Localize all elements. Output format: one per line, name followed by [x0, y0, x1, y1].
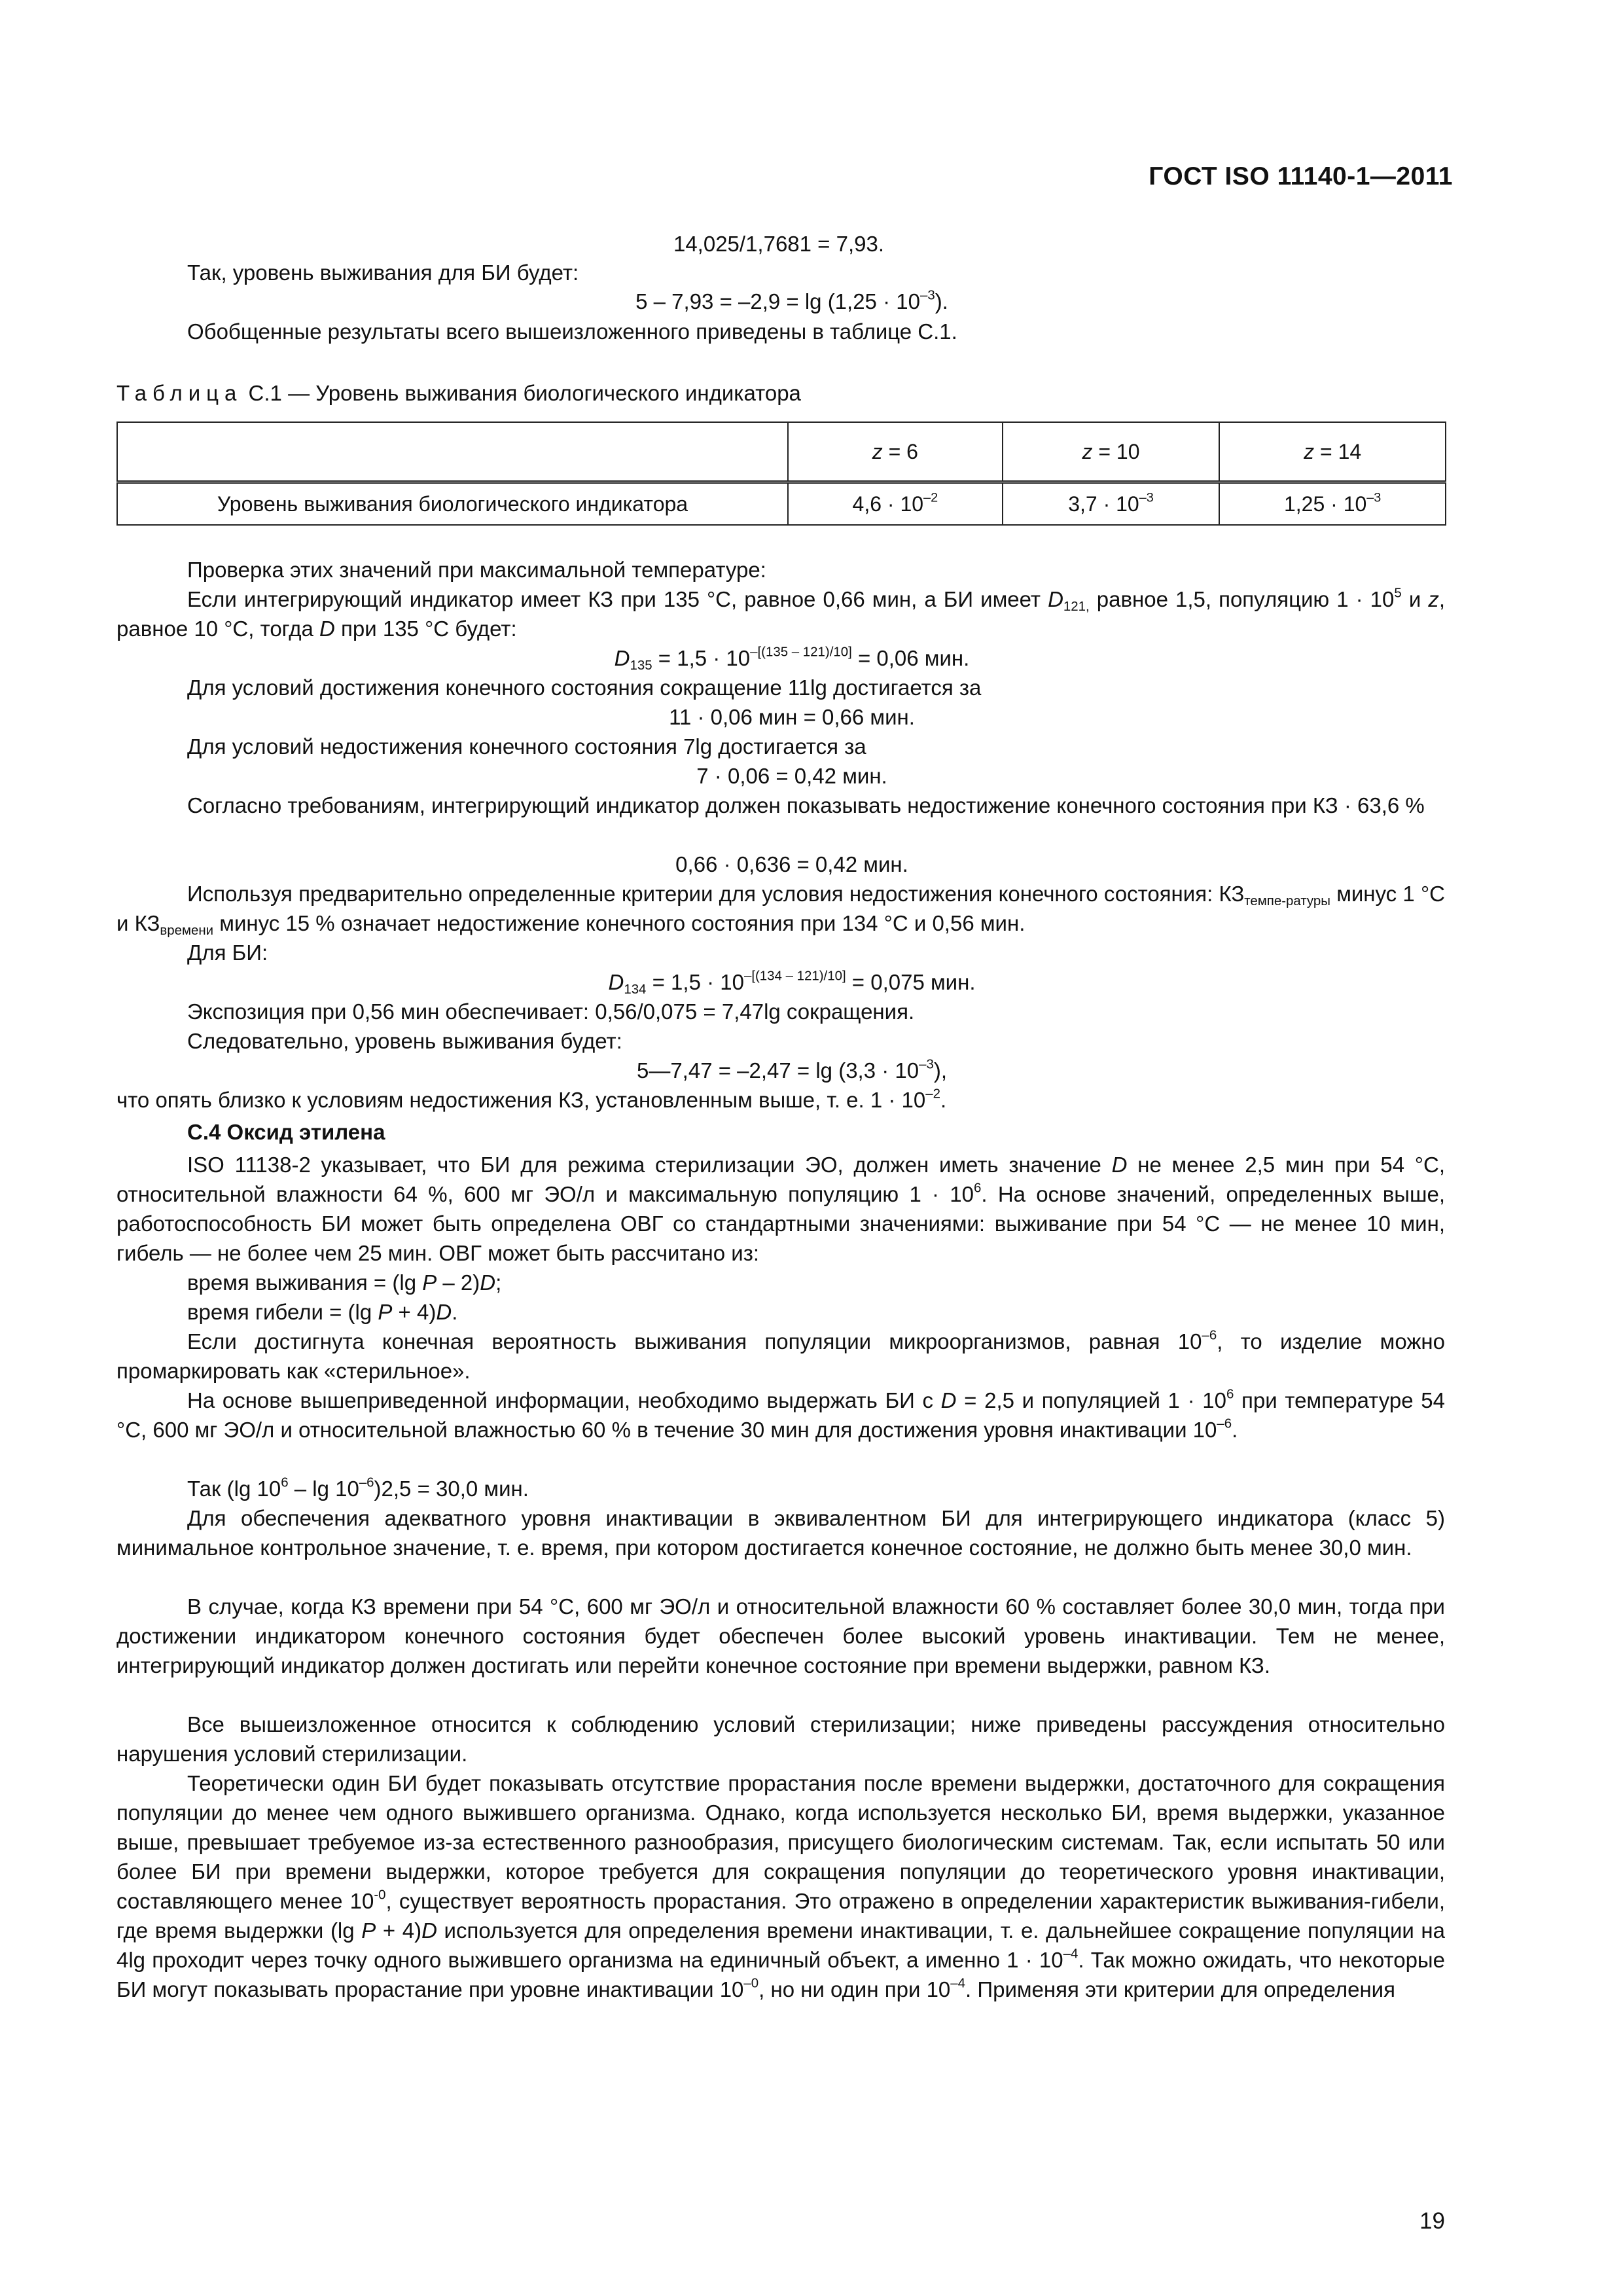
- formula: 11 · 0,06 мин = 0,66 мин.: [669, 705, 915, 729]
- table-header-cell: z = 6: [788, 422, 1003, 482]
- table-cell: $3,7 \cdot 10^{-3}$: [1003, 482, 1220, 526]
- paragraph: Следовательно, уровень выживания будет:: [187, 1029, 622, 1053]
- paragraph: Если достигнута конечная вероятность выживания популяции микроорганизмов, равная $10^{-6}$, то изделие можно промаркировать как «стерильное».: [116, 1327, 1445, 1383]
- table-cell: $1,25 \cdot 10^{-3}$: [1219, 482, 1446, 526]
- page-number: 19: [1419, 2208, 1445, 2234]
- formula: $D_{135} = 1,5 \cdot 10^{-[(135 - 121)/10]} = 0,06$ мин.: [614, 644, 970, 673]
- table-row-label: Уровень выживания биологического индикатора: [117, 482, 788, 526]
- table-header-empty: [117, 422, 788, 482]
- table-header-cell: z = 10: [1003, 422, 1220, 482]
- paragraph: Для БИ:: [187, 941, 268, 965]
- formula: время гибели = (lg P + 4)D.: [187, 1300, 458, 1324]
- formula: $5 - 7,93 = -2,9 = \lg (1,25 \cdot 10^{-3})$.: [635, 287, 948, 314]
- calc-line: 14,025/1,7681 = 7,93.: [673, 232, 885, 256]
- formula: время выживания = (lg P – 2)D;: [187, 1270, 502, 1295]
- paragraph: Для условий недостижения конечного состояния 7lg достигается за: [187, 734, 866, 759]
- paragraph: Так, уровень выживания для БИ будет:: [187, 260, 579, 285]
- survival-table: [116, 422, 1446, 526]
- paragraph: Обобщенные результаты всего вышеизложенного приведены в таблице С.1.: [187, 319, 957, 344]
- paragraph: Для условий достижения конечного состояния сокращение 11lg достигается за: [187, 675, 982, 700]
- document-header: ГОСТ ISO 11140-1—2011: [1149, 162, 1453, 190]
- formula: Так (lg $10^6 - \lg 10^{-6})2,5 = 30,0$ мин.: [187, 1475, 529, 1501]
- table-row: [117, 482, 1446, 526]
- paragraph: Все вышеизложенное относится к соблюдению условий стерилизации; ниже приведены рассуждения относительно нарушения условий стерилизации.: [116, 1712, 1445, 1766]
- formula: 0,66 · 0,636 = 0,42 мин.: [675, 852, 908, 876]
- paragraph: На основе вышеприведенной информации, необходимо выдержать БИ с D = 2,5 и популяцией $1 \cdot 10^6$ при температуре 54 °С, 600 мг ЭО/л и относительной влажностью 60 % в течение 30 мин для достижения уровня инактивации $10^{-6}$.: [116, 1386, 1446, 1442]
- table-caption: Таблица С.1 — Уровень выживания биологического индикатора: [116, 381, 801, 405]
- formula: 5—7,47 = $-2,47 = \lg (3,3 \cdot 10^{-3})$,: [636, 1056, 948, 1083]
- paragraph: Проверка этих значений при максимальной температуре:: [187, 558, 766, 582]
- table-header-row: [117, 422, 1446, 482]
- paragraph: что опять близко к условиям недостижения КЗ, установленным выше, т. е. $1 \cdot 10^{-2}$.: [116, 1086, 947, 1112]
- formula: $D_{134} = 1,5 \cdot 10^{-[(134 - 121)/10]} = 0,075$ мин.: [608, 968, 976, 997]
- paragraph: Экспозиция при 0,56 мин обеспечивает: 0,56/0,075 = 7,47lg сокращения.: [187, 999, 915, 1024]
- paragraph: Теоретически один БИ будет показывать отсутствие прорастания после времени выдержки, достаточного для сокращения популяции до менее чем одного выжившего организма. Однако, когда используется несколько БИ, время выдержки, указанное выше, превышает требуемое из-за естественного разнообразия, присущего биологическим системам. Так, если испытать 50 или более БИ при времени выдержки, которое требуется для сокращения популяции до теоретического уровня инактивации, составляющего менее $10^{-0}$, существует вероятность прорастания. Это отражено в определении характеристик выживания-гибели, где время выдержки (lg P + 4)D используется для определения времени инактивации, т. е. дальнейшее сокращение популяции на 4lg проходит через точку одного выжившего организма на единичный объект, а именно $1 \cdot 10^{-4}$. Так можно ожидать, что некоторые БИ могут показывать прорастание при уровне инактивации $10^{-0}$, но ни один при $10^{-4}$. Применяя эти критерии для определения: [116, 1771, 1446, 2001]
- paragraph: Используя предварительно определенные критерии для условия недостижения конечного состояния: $КЗ_{темпе-ратуры}$ минус 1 °С и $КЗ_{времени}$ минус 15 % означает недостижение конечного состояния при 134 °С и 0,56 мин.: [116, 882, 1445, 939]
- paragraph: В случае, когда КЗ времени при 54 °С, 600 мг ЭО/л и относительной влажности 60 % составляет более 30,0 мин, тогда при достижении индикатором конечного состояния будет обеспечен более высокий уровень инактивации. Тем не менее, интегрирующий индикатор должен достигать или перейти конечное состояние при времени выдержки, равном КЗ.: [116, 1594, 1445, 1677]
- formula: 7 · 0,06 = 0,42 мин.: [696, 764, 887, 788]
- section-title: С.4 Оксид этилена: [187, 1120, 385, 1144]
- table-header-cell: z = 14: [1219, 422, 1446, 482]
- paragraph: Согласно требованиям, интегрирующий индикатор должен показывать недостижение конечного состояния при КЗ · 63,6 %: [187, 793, 1425, 817]
- paragraph: Если интегрирующий индикатор имеет КЗ при 135 °С, равное 0,66 мин, а БИ имеет $D_{121,}$ равное 1,5, популяцию $1 \cdot 10^5$ и z, равное 10 °С, тогда D при 135 °С будет:: [116, 585, 1445, 641]
- paragraph: ISO 11138-2 указывает, что БИ для режима стерилизации ЭО, должен иметь значение D не менее 2,5 мин при 54 °С, относительной влажности 64 %, 600 мг ЭО/л и максимальную популяцию $1 \cdot 10^6$. На основе значений, определенных выше, работоспособность БИ может быть определена ОВГ со стандартными значениями: выживание при 54 °С — не менее 10 мин, гибель — не более чем 25 мин. ОВГ может быть рассчитано из:: [116, 1153, 1446, 1265]
- table-cell: $4,6 \cdot 10^{-2}$: [788, 482, 1003, 526]
- paragraph: Для обеспечения адекватного уровня инактивации в эквивалентном БИ для интегрирующего индикатора (класс 5) минимальное контрольное значение, т. е. время, при котором достигается конечное состояние, не должно быть менее 30,0 мин.: [116, 1506, 1445, 1560]
